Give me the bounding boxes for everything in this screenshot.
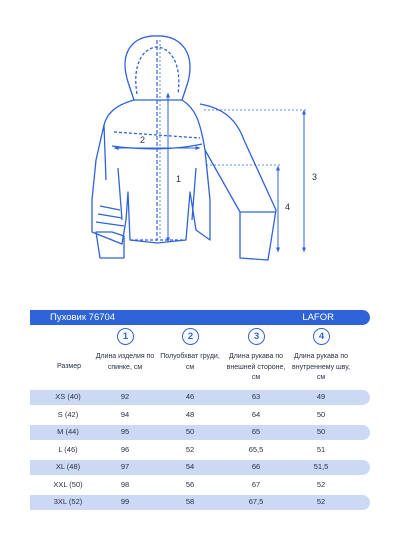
table-row <box>30 495 370 510</box>
table-cell: L (46) <box>58 444 78 454</box>
column-number-4: 4 <box>313 328 330 345</box>
column-number-1: 1 <box>117 328 134 345</box>
table-cell: 56 <box>185 479 195 489</box>
brand-name: LAFOR <box>302 312 334 323</box>
table-cell: 66 <box>251 462 261 471</box>
table-cell: 48 <box>185 409 195 419</box>
column-header-sleeve-inner: Длина рукава по внутреннему шву, см <box>292 353 350 381</box>
table-cell: 52 <box>316 479 326 489</box>
table-cell: 99 <box>120 497 130 506</box>
table-cell: 97 <box>120 462 130 471</box>
table-cell: M (44) <box>57 427 79 436</box>
measure-3 <box>204 110 317 250</box>
table-cell: 50 <box>316 427 326 436</box>
table-cell: 94 <box>120 409 130 419</box>
table-row <box>30 425 370 440</box>
table-row <box>30 478 370 493</box>
table-cell: 67 <box>251 479 261 489</box>
column-header-size: Размер <box>56 363 82 370</box>
measure-4 <box>206 165 290 250</box>
table-cell: 98 <box>120 479 130 489</box>
table-cell: 65,5 <box>248 444 264 454</box>
table-cell: 52 <box>316 497 326 506</box>
table-cell: 51,5 <box>313 462 329 471</box>
table-cell: 49 <box>316 392 326 401</box>
table-cell: 3XL (52) <box>53 497 83 506</box>
table-row <box>30 460 370 475</box>
table-cell: 65 <box>251 427 261 436</box>
table-cell: S (42) <box>57 409 79 419</box>
table-cell: 51 <box>316 444 326 454</box>
table-cell: 96 <box>120 444 130 454</box>
measure-label-2: 2 <box>140 135 146 145</box>
measure-label-3: 3 <box>312 172 318 182</box>
table-cell: XL (48) <box>55 462 81 471</box>
table-row <box>30 408 370 423</box>
product-banner <box>30 310 370 325</box>
table-cell: 64 <box>251 409 261 419</box>
column-number-3: 3 <box>248 328 265 345</box>
table-cell: 92 <box>120 392 130 401</box>
measure-1 <box>168 95 181 240</box>
measure-label-4: 4 <box>285 202 291 212</box>
table-cell: XXL (50) <box>53 479 83 489</box>
zipper <box>157 40 160 240</box>
column-header-chest: Полуобхват груди, см <box>160 353 220 371</box>
column-number-2: 2 <box>182 328 199 345</box>
measure-label-1: 1 <box>176 174 182 184</box>
table-cell: 54 <box>185 462 195 471</box>
table-cell: 52 <box>185 444 195 454</box>
table-cell: 67,5 <box>248 497 264 506</box>
column-header-length: Длина изделия по спинке, см <box>95 353 155 371</box>
table-cell: 50 <box>316 409 326 419</box>
table-row <box>30 390 370 405</box>
table-cell: 50 <box>185 427 195 436</box>
table-row <box>30 443 370 458</box>
column-header-sleeve-outer: Длина рукава по внешней стороне, см <box>226 353 286 381</box>
table-cell: 95 <box>120 427 130 436</box>
table-cell: 58 <box>185 497 195 506</box>
product-title: Пуховик 76704 <box>50 312 116 323</box>
table-cell: 46 <box>185 392 195 401</box>
table-cell: XS (40) <box>55 392 81 401</box>
table-cell: 63 <box>251 392 261 401</box>
